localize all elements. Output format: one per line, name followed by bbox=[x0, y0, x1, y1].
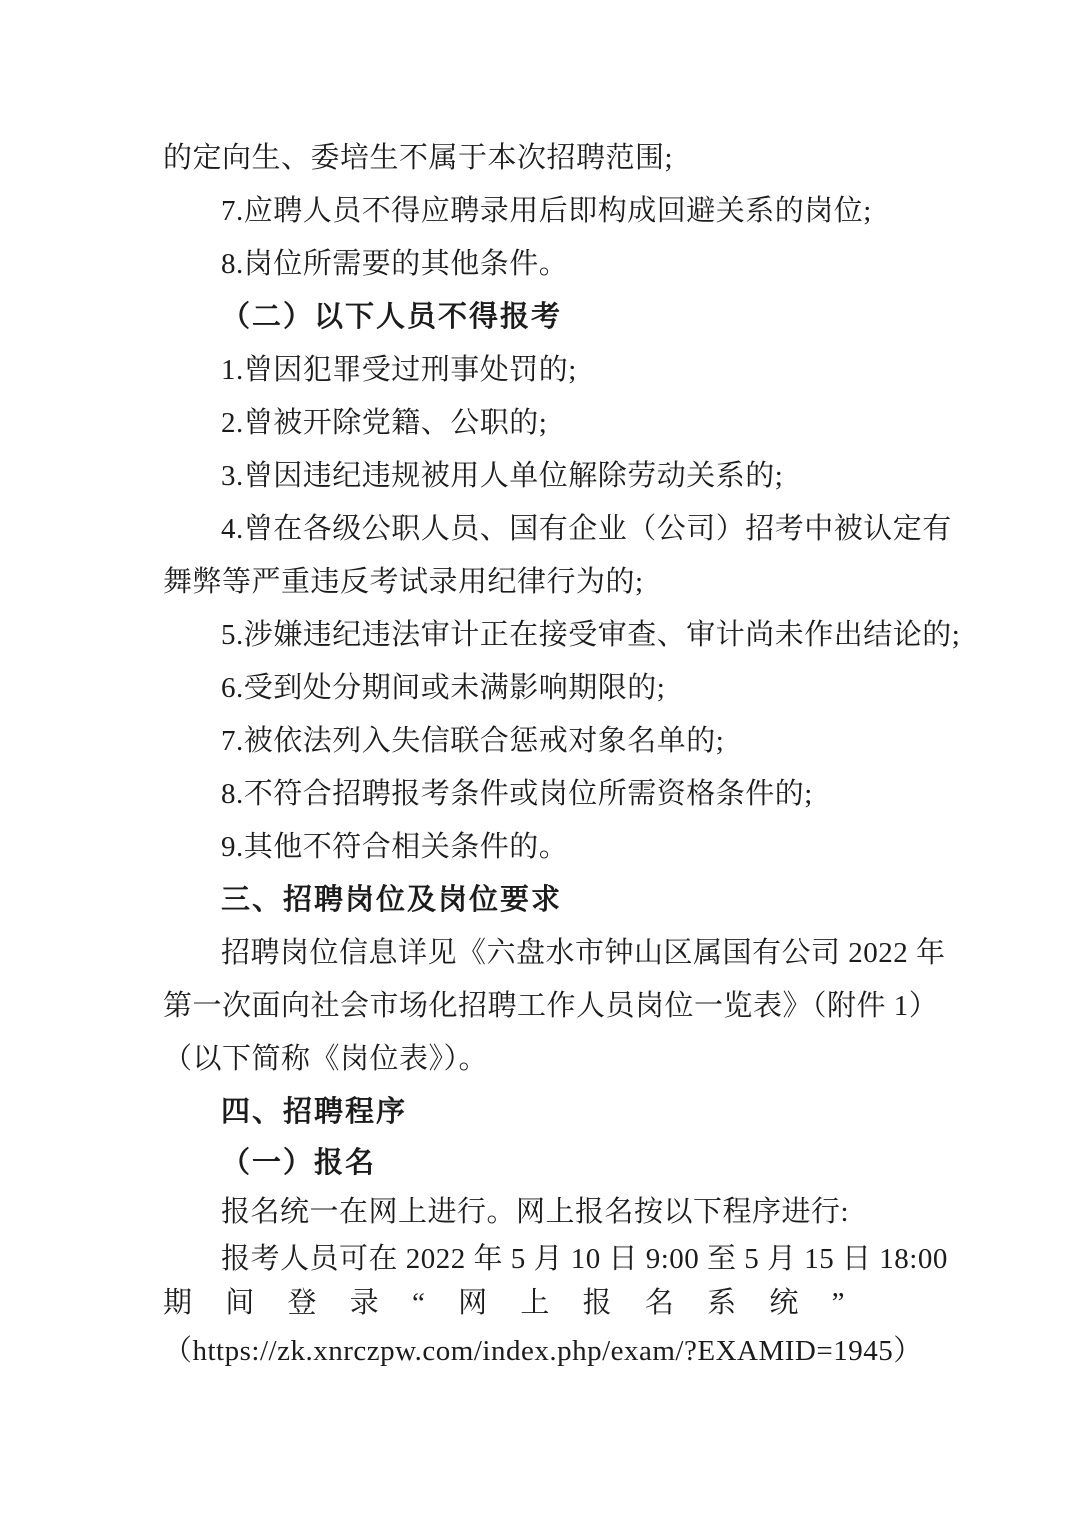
list-item-line: 2.曾被开除党籍、公职的; bbox=[221, 407, 548, 439]
list-item-line: 7.被依法列入失信联合惩戒对象名单的; bbox=[221, 725, 725, 757]
list-item-line: 5.涉嫌违纪违法审计正在接受审查、审计尚未作出结论的; bbox=[221, 619, 961, 651]
list-item-line: 3.曾因违纪违规被用人单位解除劳动关系的; bbox=[221, 460, 784, 492]
paragraph-line: 报名统一在网上进行。网上报名按以下程序进行: bbox=[221, 1196, 850, 1228]
paragraph-line: 的定向生、委培生不属于本次招聘范围; bbox=[163, 142, 674, 174]
paragraph-line: （以下简称《岗位表》）。 bbox=[163, 1043, 489, 1075]
registration-url-line: （https://zk.xnrczpw.com/index.php/exam/?EXAMID=1945） bbox=[163, 1335, 923, 1367]
paragraph-line: 第一次面向社会市场化招聘工作人员岗位一览表》（附件 1） bbox=[163, 990, 939, 1022]
list-item-line: 7.应聘人员不得应聘录用后即构成回避关系的岗位; bbox=[221, 195, 872, 227]
list-item-continuation: 舞弊等严重违反考试录用纪律行为的; bbox=[163, 566, 644, 598]
section-heading-procedure: 四、招聘程序 bbox=[221, 1096, 408, 1128]
paragraph-line: 期 间 登 录 “ 网 上 报 名 系 统 ” bbox=[163, 1287, 845, 1319]
section-heading-positions: 三、招聘岗位及岗位要求 bbox=[221, 884, 563, 916]
paragraph-line: 招聘岗位信息详见《六盘水市钟山区属国有公司 2022 年 bbox=[221, 937, 946, 969]
list-item-line: 8.不符合招聘报考条件或岗位所需资格条件的; bbox=[221, 778, 813, 810]
subsection-heading-registration: （一）报名 bbox=[221, 1147, 377, 1179]
list-item-line: 8.岗位所需要的其他条件。 bbox=[221, 248, 569, 280]
list-item-line: 6.受到处分期间或未满影响期限的; bbox=[221, 672, 666, 704]
paragraph-line: 报考人员可在 2022 年 5 月 10 日 9:00 至 5 月 15 日 18:00 bbox=[221, 1243, 948, 1275]
subsection-heading-ineligible: （二）以下人员不得报考 bbox=[221, 301, 563, 333]
document-content bbox=[163, 132, 961, 1378]
list-item-line: 9.其他不符合相关条件的。 bbox=[221, 831, 569, 863]
list-item-line: 1.曾因犯罪受过刑事处罚的; bbox=[221, 354, 577, 386]
list-item-line: 4.曾在各级公职人员、国有企业（公司）招考中被认定有 bbox=[221, 513, 952, 545]
